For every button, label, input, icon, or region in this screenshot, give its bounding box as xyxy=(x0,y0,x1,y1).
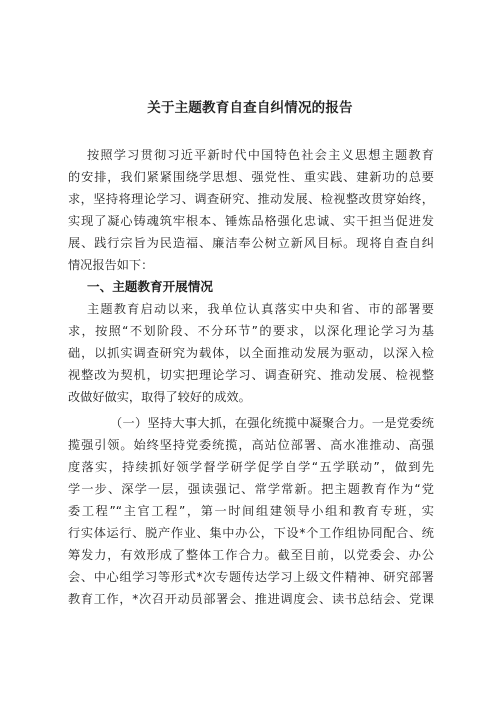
paragraph-3-line: 教育工作，*次召开动员部署会、推进调度会、读书总结会、党课 xyxy=(68,592,434,606)
paragraph-1-line: 情况报告如下： xyxy=(68,258,154,272)
paragraph-3-line: 会、中心组学习等形式*次专题传达学习上级文件精神、研究部署 xyxy=(68,570,434,584)
paragraph-2-line: 求，按照“不划阶段、不分环节”的要求，以深化理论学习为基 xyxy=(68,324,434,338)
paragraph-3-line: 度落实，持续抓好领学督学研学促学自学“五学联动”，做到先 xyxy=(68,460,434,474)
paragraph-1-line: 按照学习贯彻习近平新时代中国特色社会主义思想主题教育 xyxy=(87,148,434,162)
section-heading: 一、主题教育开展情况 xyxy=(87,279,213,294)
paragraph-3-line: 委工程”“主官工程”，第一时间组建领导小组和教育专班，实 xyxy=(68,504,434,518)
paragraph-2-line: 改做好做实，取得了较好的成效。 xyxy=(68,390,251,404)
document-title: 关于主题教育自查自纠情况的报告 xyxy=(147,100,353,116)
paragraph-1-line: 实现了凝心铸魂筑牢根本、锤炼品格强化忠诚、实干担当促进发 xyxy=(68,214,434,228)
paragraph-2-line: 础，以抓实调查研究为载体，以全面推动发展为驱动，以深入检 xyxy=(68,346,434,360)
paragraph-3-line: 行实体运行、脱产作业、集中办公，下设*个工作组协同配合、统 xyxy=(68,526,434,540)
paragraph-3-line: （一）坚持大事大抓，在强化统揽中凝聚合力。一是党委统 xyxy=(110,416,434,430)
paragraph-3-line: 学一步、深学一层，强读强记、常学常新。把主题教育作为“党 xyxy=(68,482,434,496)
paragraph-1-line: 展、践行宗旨为民造福、廉洁奉公树立新风目标。现将自查自纠 xyxy=(68,236,434,250)
paragraph-1-line: 的安排，我们紧紧围绕学思想、强党性、重实践、建新功的总要 xyxy=(68,170,434,184)
paragraph-2-line: 视整改为契机，切实把理论学习、调查研究、推动发展、检视整 xyxy=(68,368,434,382)
paragraph-1-line: 求，坚持将理论学习、调查研究、推动发展、检视整改贯穿始终， xyxy=(68,192,434,206)
paragraph-2-line: 主题教育启动以来，我单位认真落实中央和省、市的部署要 xyxy=(87,302,434,316)
paragraph-3-line: 揽强引领。始终坚持党委统揽，高站位部署、高水准推动、高强 xyxy=(68,438,434,452)
paragraph-3-line: 筹发力，有效形成了整体工作合力。截至目前，以党委会、办公 xyxy=(68,548,434,562)
